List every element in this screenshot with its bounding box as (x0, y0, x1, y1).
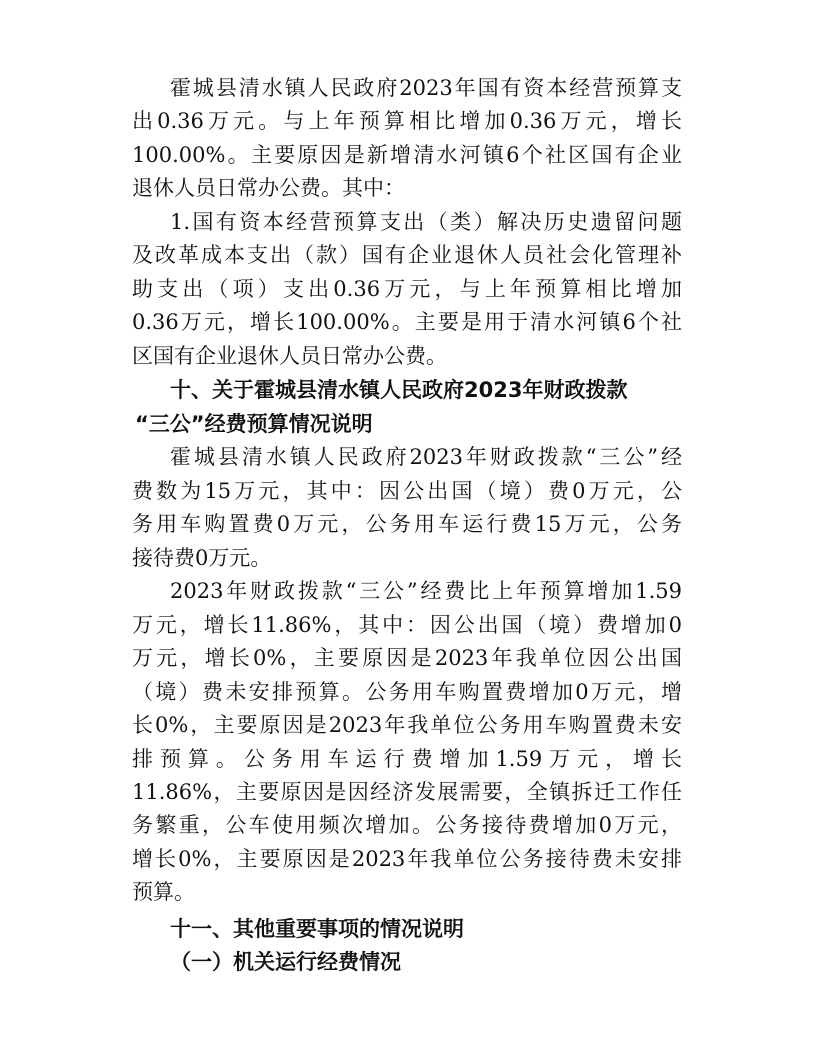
paragraph-line: 务繁重，公车使用频次增加。公务接待费增加0万元， (132, 813, 682, 837)
paragraph-line: 出0.36万元。与上年预算相比增加0.36万元，增长 (132, 109, 682, 133)
paragraph-line: 2023年财政拨款“三公”经费比上年预算增加1.59 (170, 579, 682, 603)
paragraph-line: 助支出（项）支出0.36万元，与上年预算相比增加 (132, 277, 682, 301)
paragraph-line: 霍城县清水镇人民政府2023年财政拨款“三公”经 (170, 445, 682, 469)
paragraph-line: 及改革成本支出（款）国有企业退休人员社会化管理补 (132, 243, 682, 267)
paragraph-line: 100.00%。主要原因是新增清水河镇6个社区国有企业 (132, 143, 682, 167)
paragraph-line: 11.86%，主要原因是因经济发展需要，全镇拆迁工作任 (132, 780, 682, 804)
paragraph-line: 费数为15万元，其中：因公出国（境）费0万元，公 (132, 479, 682, 503)
paragraph-line: 1.国有资本经营预算支出（类）解决历史遗留问题 (170, 210, 682, 234)
paragraph-line: 务用车购置费0万元，公务用车运行费15万元，公务 (132, 512, 682, 536)
paragraph-line: 霍城县清水镇人民政府2023年国有资本经营预算支 (170, 76, 682, 100)
paragraph-line: （境）费未安排预算。公务用车购置费增加0万元，增 (132, 680, 682, 704)
subsection-heading: （一）机关运行经费情况 (170, 950, 401, 974)
section-heading-continued: “三公”经费预算情况说明 (135, 412, 373, 436)
paragraph-line: 预算。 (132, 880, 195, 904)
paragraph-line: 0.36万元，增长100.00%。主要是用于清水河镇6个社 (132, 310, 682, 334)
paragraph-line: 增长0%，主要原因是2023年我单位公务接待费未安排 (132, 847, 682, 871)
paragraph-line: 万元，增长11.86%，其中：因公出国（境）费增加0 (132, 613, 682, 637)
section-heading: 十、关于霍城县清水镇人民政府2023年财政拨款 (170, 378, 628, 402)
section-heading: 十一、其他重要事项的情况说明 (170, 917, 464, 941)
paragraph-line: 区国有企业退休人员日常办公费。 (132, 344, 447, 368)
paragraph-line: 排预算。公务用车运行费增加1.59万元，增长 (132, 747, 682, 771)
paragraph-line: 接待费0万元。 (132, 546, 272, 570)
paragraph-line: 退休人员日常办公费。其中： (132, 176, 405, 200)
paragraph-line: 长0%，主要原因是2023年我单位公务用车购置费未安 (132, 713, 682, 737)
paragraph-line: 万元，增长0%，主要原因是2023年我单位因公出国 (132, 646, 682, 670)
